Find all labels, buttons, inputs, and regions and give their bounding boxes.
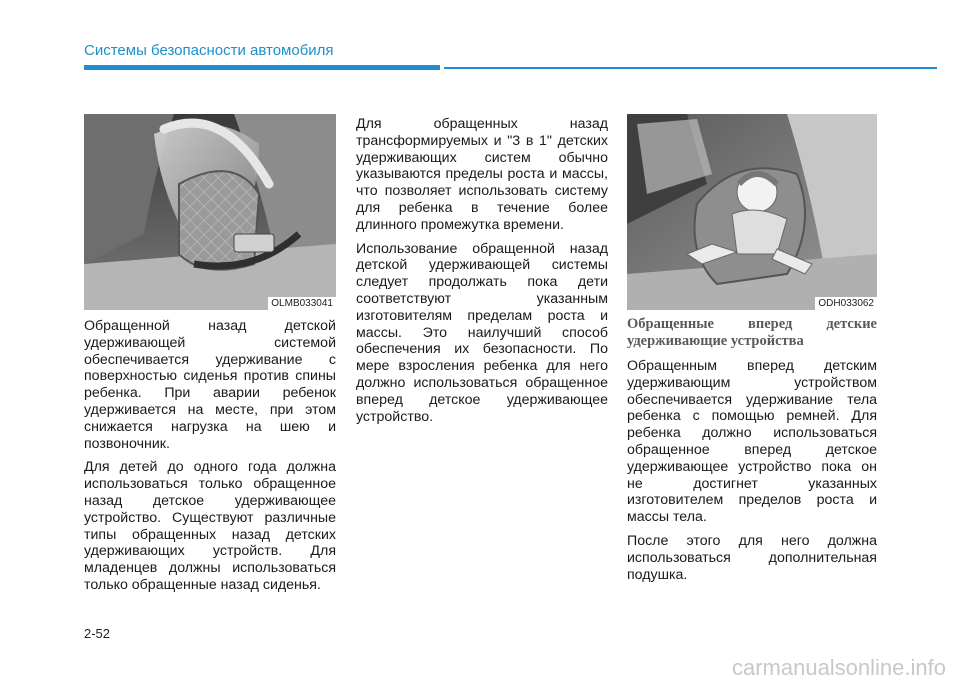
paragraph: Для детей до одного года должна использоваться только обращенное назад детское удерживающее устройство. Существуют различные типы обращенных назад детских удерживающих устройств. Для младенцев должны использоваться только обращенные назад сиденья.	[84, 459, 336, 593]
section-heading: Обращенные вперед детские удерживающие устройства	[627, 316, 877, 349]
text-column-3	[627, 316, 877, 590]
forward-facing-seat-drawing	[627, 114, 877, 310]
paragraph: Обращенной назад детской удерживающей системой обеспечивается удерживание с поверхностью сиденья против спины ребенка. При аварии ребенок удерживается на месте, при этом снижается нагрузка на шею и позвоночник.	[84, 318, 336, 452]
rear-facing-seat-illustration	[84, 114, 336, 310]
header-rule-thick	[84, 65, 440, 70]
text-column-1	[84, 318, 336, 601]
paragraph: Обращенным вперед детским удерживающим устройством обеспечивается удерживание тела ребенка с помощью ремней. Для ребенка должно использоваться обращенное вперед детское удерживающее устройство пока он не достигнет указанных изготовителем пределов роста и массы тела.	[627, 358, 877, 526]
forward-facing-seat-illustration	[627, 114, 877, 310]
paragraph: Использование обращенной назад детской удерживающей системы следует продолжать пока дети соответствуют указанным изготовителям пределам роста и массы. Это наилучший способ обеспечения их безопасности. По мере взросления ребенка для него должно использоваться обращенное вперед детское удерживающее устройство.	[356, 240, 608, 425]
section-title: Системы безопасности автомобиля	[84, 42, 334, 59]
figure-code: OLMB033041	[268, 297, 336, 310]
watermark: carmanualsonline.info	[731, 655, 946, 680]
paragraph: После этого для него должна использоваться дополнительная подушка.	[627, 532, 877, 583]
figure-code: ODH033062	[815, 297, 877, 310]
paragraph: Для обращенных назад трансформируемых и "3 в 1" детских удерживающих систем обычно указываются пределы роста и массы, что позволяет использовать систему для ребенка в течение более длинного промежутка времени.	[356, 116, 608, 233]
text-column-2	[356, 116, 608, 432]
page-number: 2-52	[84, 626, 111, 641]
rear-facing-seat-drawing	[84, 114, 336, 310]
header-rule-thin	[444, 67, 937, 69]
